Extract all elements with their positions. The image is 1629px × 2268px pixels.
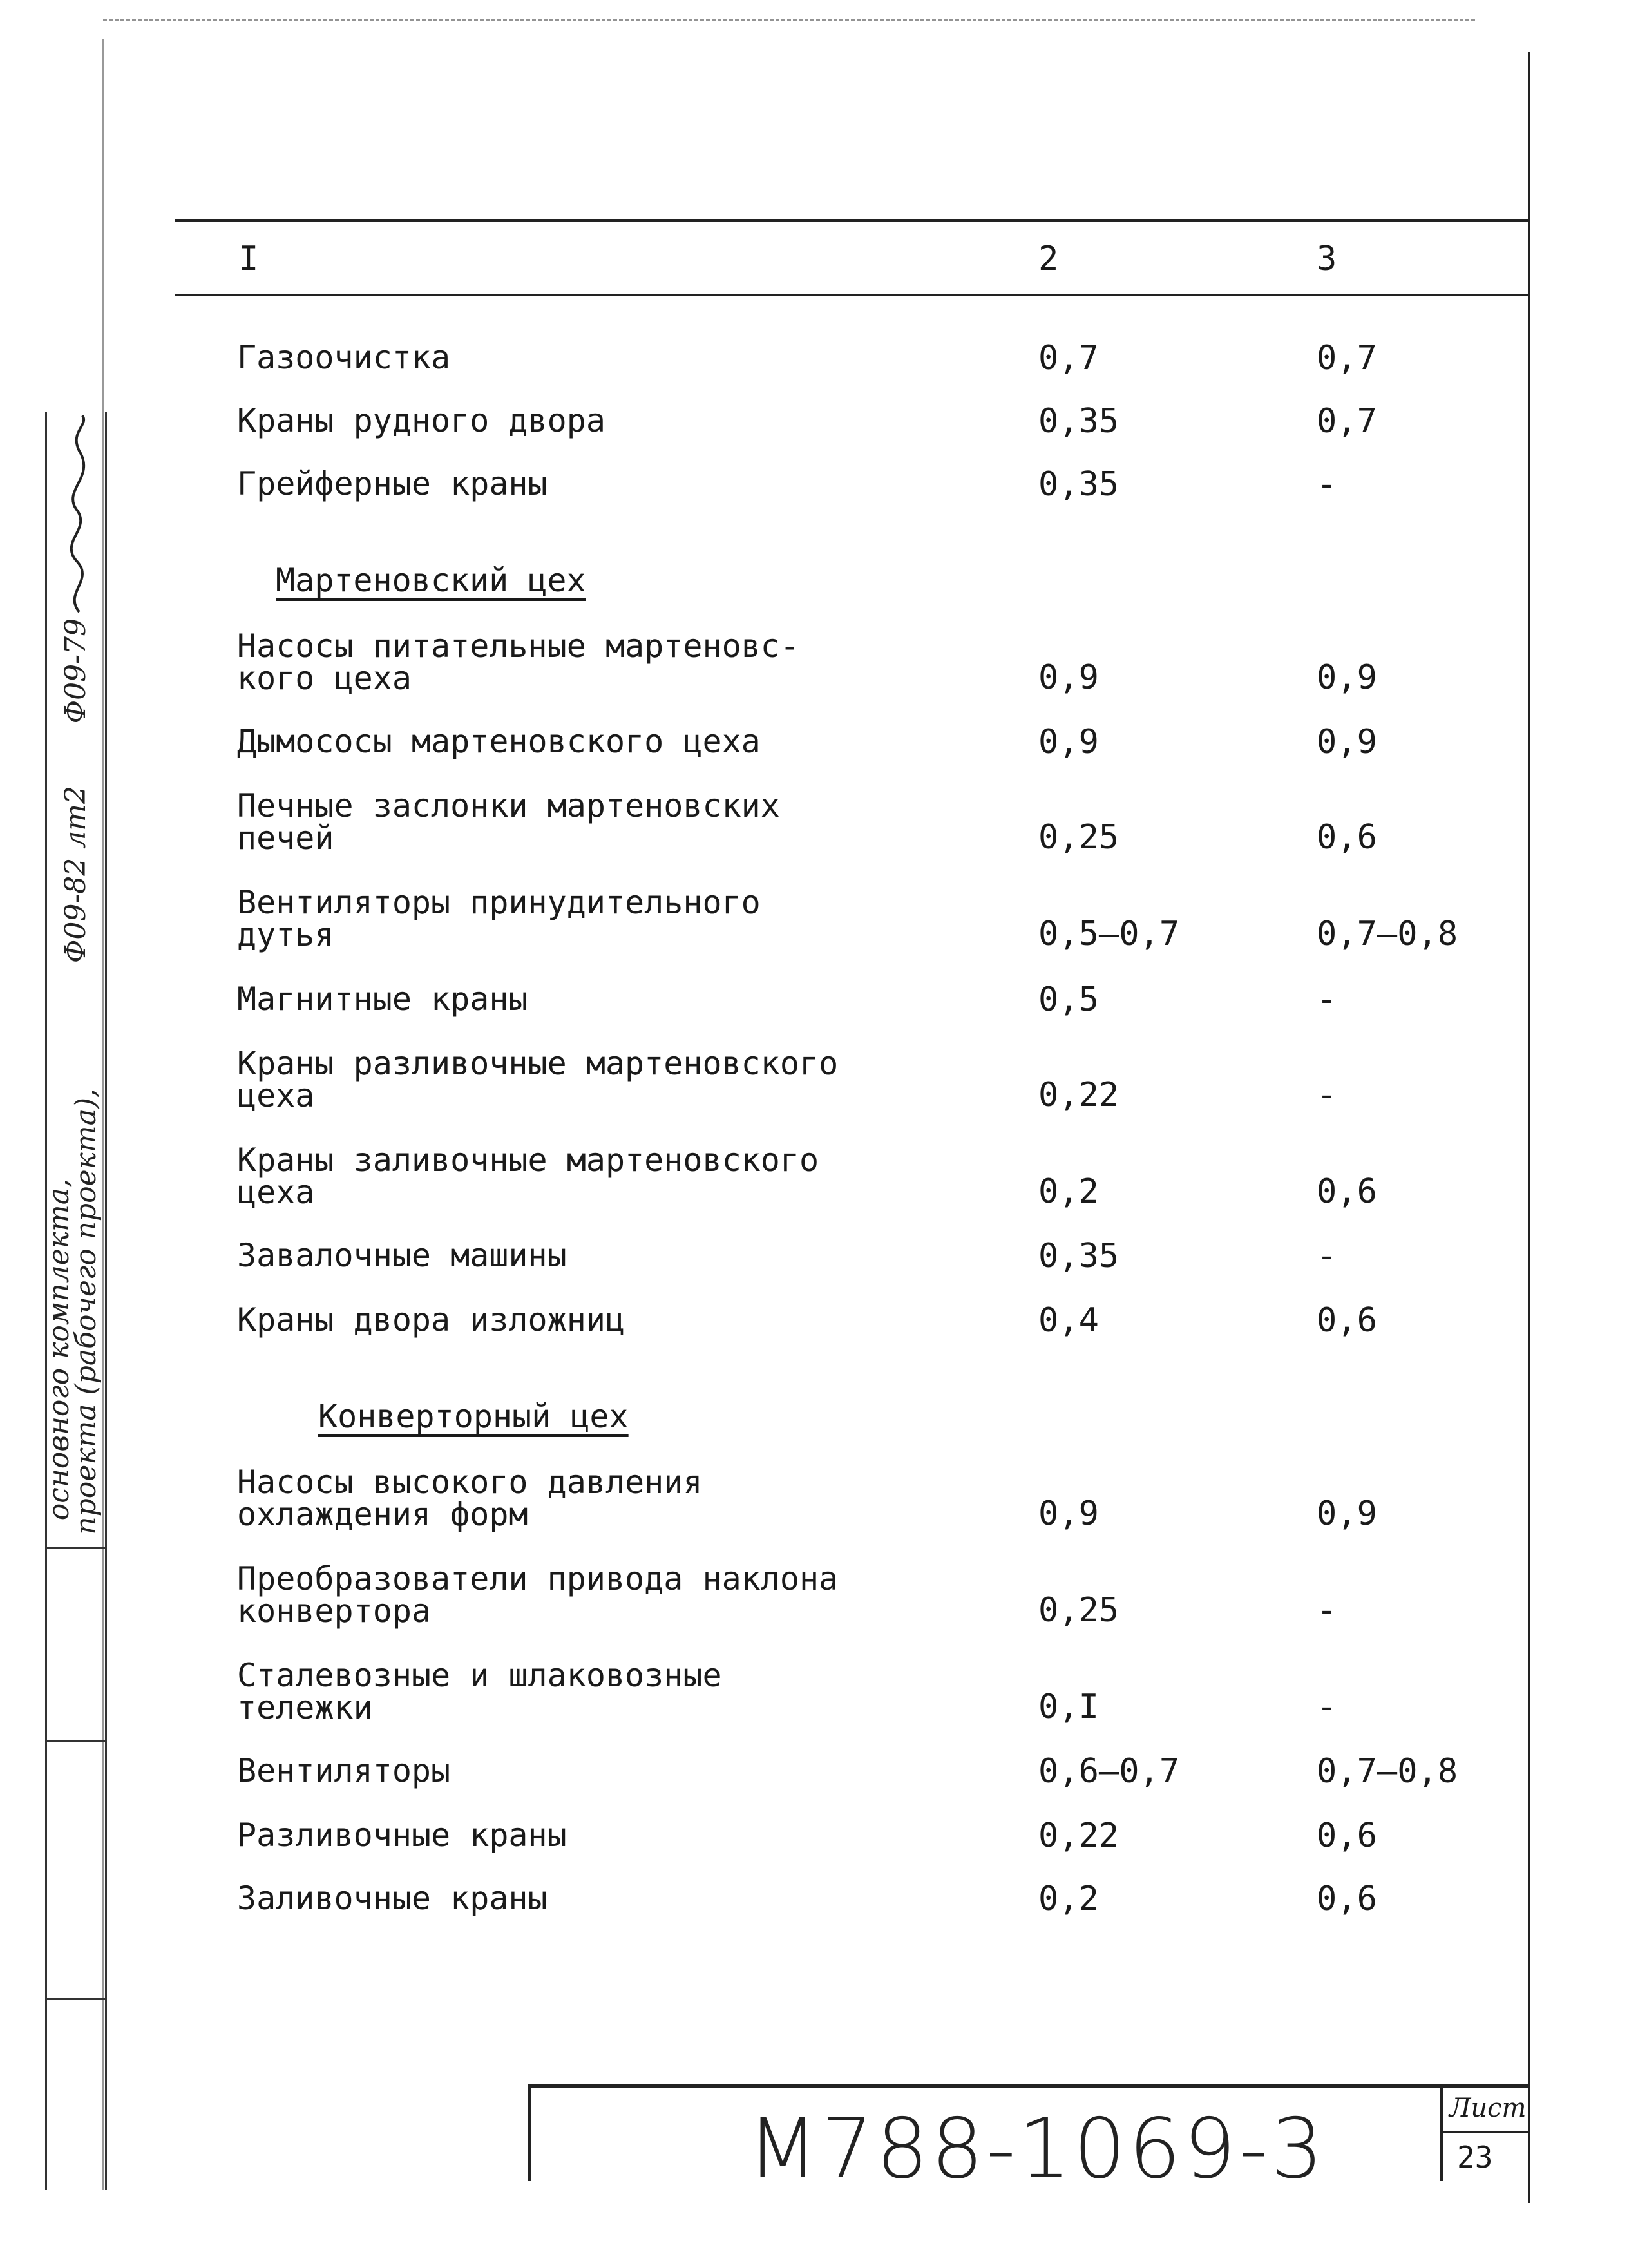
row-value-3: 0,7–0,8 (1317, 1752, 1458, 1791)
row-name: Краны разливочные мартеновского цеха (237, 1045, 839, 1114)
row-value-3: 0,7–0,8 (1317, 915, 1458, 953)
row-name: Сталевозные и шлаковозные тележки (237, 1657, 722, 1726)
table-header-top-line (175, 219, 1528, 222)
row-name: Магнитные краны (237, 980, 528, 1018)
row-value-2: 0,I (1038, 1688, 1099, 1726)
sheet-label: Лист (1449, 2093, 1527, 2123)
row-name: Дымососы мартеновского цеха (237, 723, 761, 760)
row-value-3: - (1317, 980, 1337, 1019)
row-value-2: 0,9 (1038, 1494, 1099, 1533)
row-value-2: 0,35 (1038, 465, 1119, 504)
row-name: Краны двора изложниц (237, 1301, 625, 1339)
row-name: Завалочные машины (237, 1237, 567, 1274)
row-value-2: 0,22 (1038, 1816, 1119, 1855)
row-name: Заливочные краны (237, 1880, 548, 1917)
row-value-3: 0,6 (1317, 1301, 1377, 1340)
row-name: Краны заливочные мартеновского цеха (237, 1141, 819, 1211)
row-value-2: 0,35 (1038, 1237, 1119, 1275)
row-name: Печные заслонки мартеновских печей (237, 787, 780, 857)
header-col-1: I (238, 240, 259, 278)
row-name: Грейферные краны (237, 465, 548, 502)
stamp-sheet-divider (1440, 2131, 1528, 2133)
top-border-line (103, 19, 1475, 23)
row-value-2: 0,4 (1038, 1301, 1099, 1340)
row-value-2: 0,25 (1038, 818, 1119, 857)
row-value-2: 0,35 (1038, 402, 1119, 441)
row-value-2: 0,9 (1038, 658, 1099, 697)
row-value-2: 0,2 (1038, 1880, 1099, 1918)
row-value-3: 0,6 (1317, 1816, 1377, 1855)
stamp-top-line (528, 2084, 1528, 2088)
table-header-bottom-line (175, 294, 1528, 296)
section-heading-martin: Мартеновский цех (276, 562, 586, 599)
row-value-3: - (1317, 465, 1337, 504)
row-name: Преобразователи привода наклона конвертора (237, 1560, 839, 1630)
row-value-2: 0,5–0,7 (1038, 915, 1180, 953)
row-value-3: - (1317, 1688, 1337, 1726)
header-col-2: 2 (1038, 240, 1059, 278)
sheet-number: 23 (1457, 2140, 1493, 2175)
row-name: Вентиляторы принудительного дутья (237, 884, 761, 953)
section-heading-converter: Конверторный цех (318, 1398, 629, 1435)
row-name: Газоочистка (237, 339, 451, 376)
row-name: Краны рудного двора (237, 402, 605, 439)
row-value-3: 0,7 (1317, 402, 1377, 441)
row-value-3: 0,9 (1317, 1494, 1377, 1533)
row-name: Насосы питательные мартеновс- кого цеха (237, 627, 799, 697)
row-value-3: - (1317, 1237, 1337, 1275)
stamp-divider-line (1440, 2084, 1443, 2181)
row-value-2: 0,2 (1038, 1172, 1099, 1211)
row-value-3: 0,6 (1317, 818, 1377, 857)
row-value-2: 0,5 (1038, 980, 1099, 1019)
row-name: Вентиляторы (237, 1752, 451, 1789)
side-text-line1: основного комплекта, (43, 1179, 75, 1521)
side-code-2: Ф09-79 (59, 618, 92, 724)
row-value-2: 0,22 (1038, 1076, 1119, 1114)
row-value-3: 0,7 (1317, 339, 1377, 377)
row-value-3: - (1317, 1076, 1337, 1114)
row-value-3: 0,6 (1317, 1172, 1377, 1211)
side-code-1: Ф09-82 лт2 (59, 786, 92, 964)
side-text-line2: проекта (рабочего проекта), (70, 1089, 102, 1535)
row-value-2: 0,6–0,7 (1038, 1752, 1180, 1791)
header-col-3: 3 (1317, 240, 1337, 278)
row-value-2: 0,9 (1038, 723, 1099, 761)
row-value-3: - (1317, 1591, 1337, 1630)
row-name: Насосы высокого давления охлаждения форм (237, 1463, 703, 1533)
row-value-3: 0,9 (1317, 658, 1377, 697)
signature-mark (57, 412, 102, 618)
row-value-3: 0,6 (1317, 1880, 1377, 1918)
stamp-left-line (528, 2084, 531, 2181)
side-strip-divider (47, 1740, 105, 1742)
right-border-line (1528, 52, 1530, 2203)
row-value-2: 0,25 (1038, 1591, 1119, 1630)
side-strip-divider (47, 1998, 105, 2000)
document-code: М788-1069-3 (747, 2101, 1326, 2197)
row-value-3: 0,9 (1317, 723, 1377, 761)
side-strip-divider (47, 1547, 105, 1549)
row-value-2: 0,7 (1038, 339, 1099, 377)
row-name: Разливочные краны (237, 1816, 567, 1854)
